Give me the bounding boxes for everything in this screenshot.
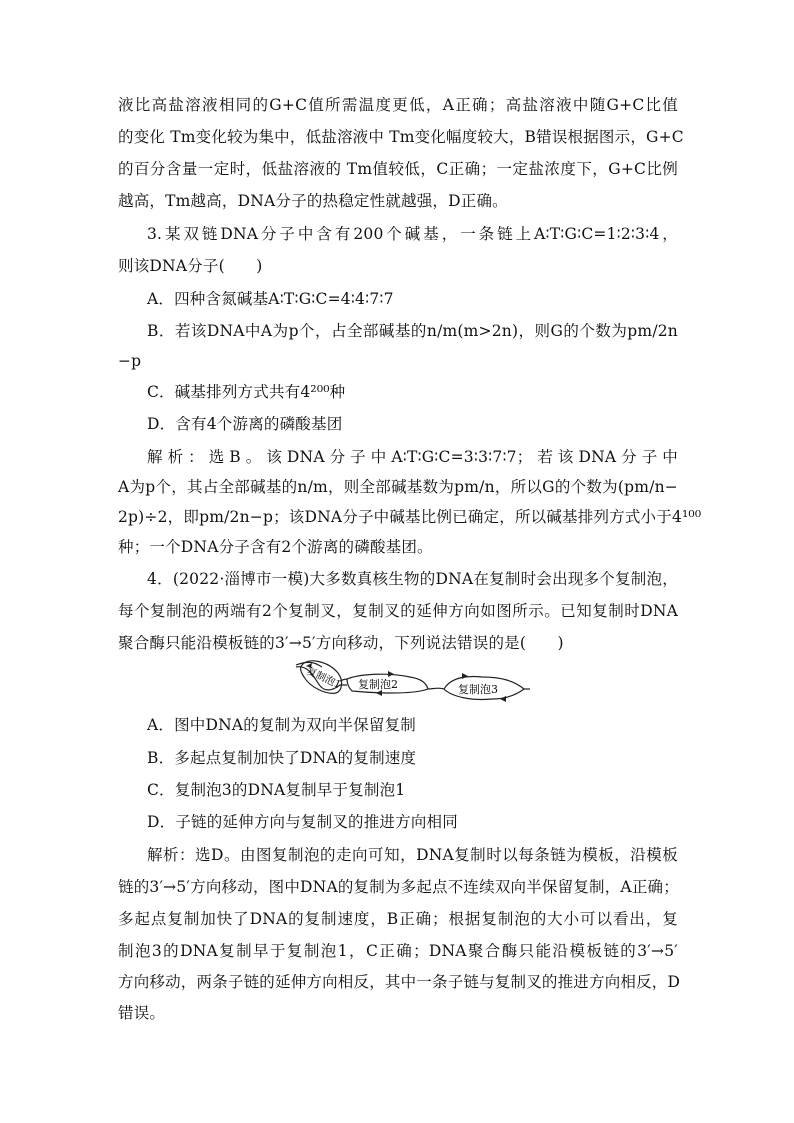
question-3-stem: 则该DNA分子( ) (118, 257, 263, 275)
bubble-3-label: 复制泡3 (458, 683, 498, 696)
option-c: C．复制泡3的DNA复制早于复制泡1 (147, 781, 406, 799)
question-4-stem: 每个复制泡的两端有2个复制叉，复制叉的延伸方向如图所示。已知复制时DNA (118, 602, 678, 620)
text-line: 液比高盐溶液相同的G+C值所需温度更低，A正确；高盐溶液中随G+C比值 (118, 96, 678, 114)
option-a: A．图中DNA的复制为双向半保留复制 (147, 716, 416, 734)
bubble-2-label: 复制泡2 (358, 678, 398, 691)
question-4-stem: 聚合酶只能沿模板链的3′→5′方向移动，下列说法错误的是( ) (118, 634, 564, 652)
bubble-1-label: 复制泡1 (304, 665, 343, 692)
option-d: D．子链的延伸方向与复制叉的推进方向相同 (147, 813, 458, 831)
question-4-stem: 4．(2022·淄博市一模)大多数真核生物的DNA在复制时会出现多个复制泡， (147, 570, 678, 588)
analysis-4: 解析：选D。由图复制泡的走向可知，DNA复制时以每条链为模板，沿模板 (147, 846, 678, 864)
replication-bubble-figure (292, 655, 532, 707)
analysis-4: 方向移动，两条子链的延伸方向相反，其中一条子链与复制叉的推进方向相反，D (118, 973, 681, 991)
analysis-4: 多起点复制加快了DNA的复制速度，B正确；根据复制泡的大小可以看出，复 (118, 910, 678, 928)
option-a: A．四种含氮碱基A∶T∶G∶C=4∶4∶7∶7 (147, 290, 394, 308)
option-b: −p (118, 352, 142, 370)
option-d: D．含有4个游离的磷酸基团 (147, 415, 343, 433)
text-line: 的变化 Tm变化较为集中，低盐溶液中 Tm变化幅度较大，B错误根据图示，G+C (118, 128, 684, 146)
analysis-4: 制泡3的DNA复制早于复制泡1，C正确；DNA聚合酶只能沿模板链的3′→5′ (118, 942, 678, 960)
analysis-3: 2p)÷2，即pm/2n−p；该DNA分子中碱基比例已确定，所以碱基排列方式小于4¹⁰⁰ (118, 508, 702, 526)
analysis-3: 种；一个DNA分子含有2个游离的磷酸基团。 (118, 538, 433, 556)
text-line: 的百分含量一定时，低盐溶液的 Tm值较低，C正确；一定盐浓度下，G+C比例 (118, 160, 678, 178)
text-line: 越高，Tm越高，DNA分子的热稳定性就越强，D正确。 (118, 192, 508, 210)
analysis-4: 链的3′→5′方向移动，图中DNA的复制为多起点不连续双向半保留复制，A正确； (118, 878, 679, 896)
analysis-4: 错误。 (118, 1004, 166, 1022)
option-b: B．若该DNA中A为p个，占全部碱基的n/m(m>2n)，则G的个数为pm/2n (147, 322, 678, 340)
analysis-3: A为p个，其占全部碱基的n/m，则全部碱基数为pm/n，所以G的个数为(pm/n− (118, 478, 678, 496)
question-3-stem: 3.某双链DNA分子中含有200个碱基，一条链上A∶T∶G∶C=1∶2∶3∶4， (147, 225, 678, 243)
option-c: C．碱基排列方式共有4²⁰⁰种 (147, 383, 346, 401)
analysis-3: 解析：选B。该DNA分子中A∶T∶G∶C=3∶3∶7∶7；若该DNA分子中 (147, 448, 678, 466)
option-b: B．多起点复制加快了DNA的复制速度 (147, 749, 417, 767)
